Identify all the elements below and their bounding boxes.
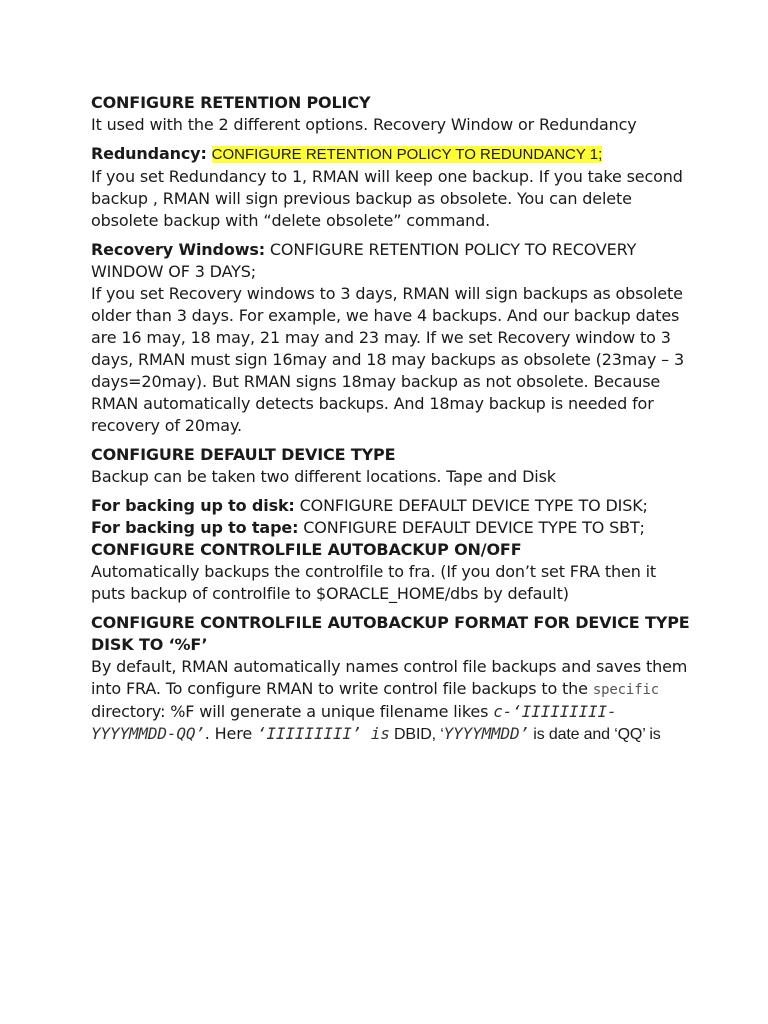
redundancy-label: Redundancy: [91,144,207,163]
recovery-command: CONFIGURE RETENTION POLICY TO RECOVERY WINDOW OF 3 DAYS; [91,240,637,281]
autobackup-text: Automatically backups the controlfile to fra. (If you don’t set FRA then it puts backup of controlfile to $ORACLE_HOME/dbs by default) [91,562,657,603]
tape-label: For backing up to tape: [91,518,299,537]
format-section [91,612,691,746]
format-text-5: is date and ‘QQ’ is [529,726,661,743]
tape-line [91,517,691,539]
format-text-2: directory: %F will generate a unique filename likes [91,702,494,721]
format-date-token: YYYYMMDD’ [443,724,529,743]
format-example: c-‘IIIIIIIII-YYYYMMDD-QQ’ [91,702,617,743]
redundancy-text: If you set Redundancy to 1, RMAN will keep one backup. If you take second backup , RMAN will sign previous backup as obsolete. You can delete obsolete backup with “delete obsolete” command. [91,167,683,230]
autobackup-heading: CONFIGURE CONTROLFILE AUTOBACKUP ON/OFF [91,540,522,559]
device-commands [91,495,691,605]
format-dbid-token: ‘IIIIIIIII’ is [256,724,390,743]
format-heading: CONFIGURE CONTROLFILE AUTOBACKUP FORMAT FOR DEVICE TYPE DISK TO ‘%F’ [91,613,690,654]
redundancy-command: CONFIGURE RETENTION POLICY TO REDUNDANCY 1; [211,146,603,163]
format-specific: specific [592,682,660,698]
recovery-text: If you set Recovery windows to 3 days, RMAN will sign backups as obsolete older than 3 days. For example, we have 4 backups. And our backup dates are 16 may, 18 may, 21 may and 23 may. If we set Recovery window to 3 days, RMAN must sign 16may and 18 may backups as obsolete (23may – 3 days=20may). But RMAN signs 18may backup as not obsolete. Because RMAN automatically detects backups. And 18may backup is needed for recovery of 20may. [91,284,684,435]
redundancy-section [91,143,691,232]
disk-line [91,495,691,517]
disk-command: CONFIGURE DEFAULT DEVICE TYPE TO DISK; [299,496,648,515]
retention-heading: CONFIGURE RETENTION POLICY [91,93,371,112]
retention-section [91,92,691,136]
recovery-label: Recovery Windows: [91,240,265,259]
retention-text: It used with the 2 different options. Recovery Window or Redundancy [91,115,637,134]
format-text-3: . Here [204,724,257,743]
format-text-1: By default, RMAN automatically names control file backups and saves them into FRA. To configure RMAN to write control file backups to the [91,657,688,698]
document-page [91,92,691,746]
device-section [91,444,691,488]
device-text: Backup can be taken two different locations. Tape and Disk [91,467,556,486]
format-text-4: DBID, ‘ [389,726,444,743]
tape-command: CONFIGURE DEFAULT DEVICE TYPE TO SBT; [303,518,645,537]
device-heading: CONFIGURE DEFAULT DEVICE TYPE [91,445,396,464]
disk-label: For backing up to disk: [91,496,295,515]
recovery-section [91,239,691,437]
